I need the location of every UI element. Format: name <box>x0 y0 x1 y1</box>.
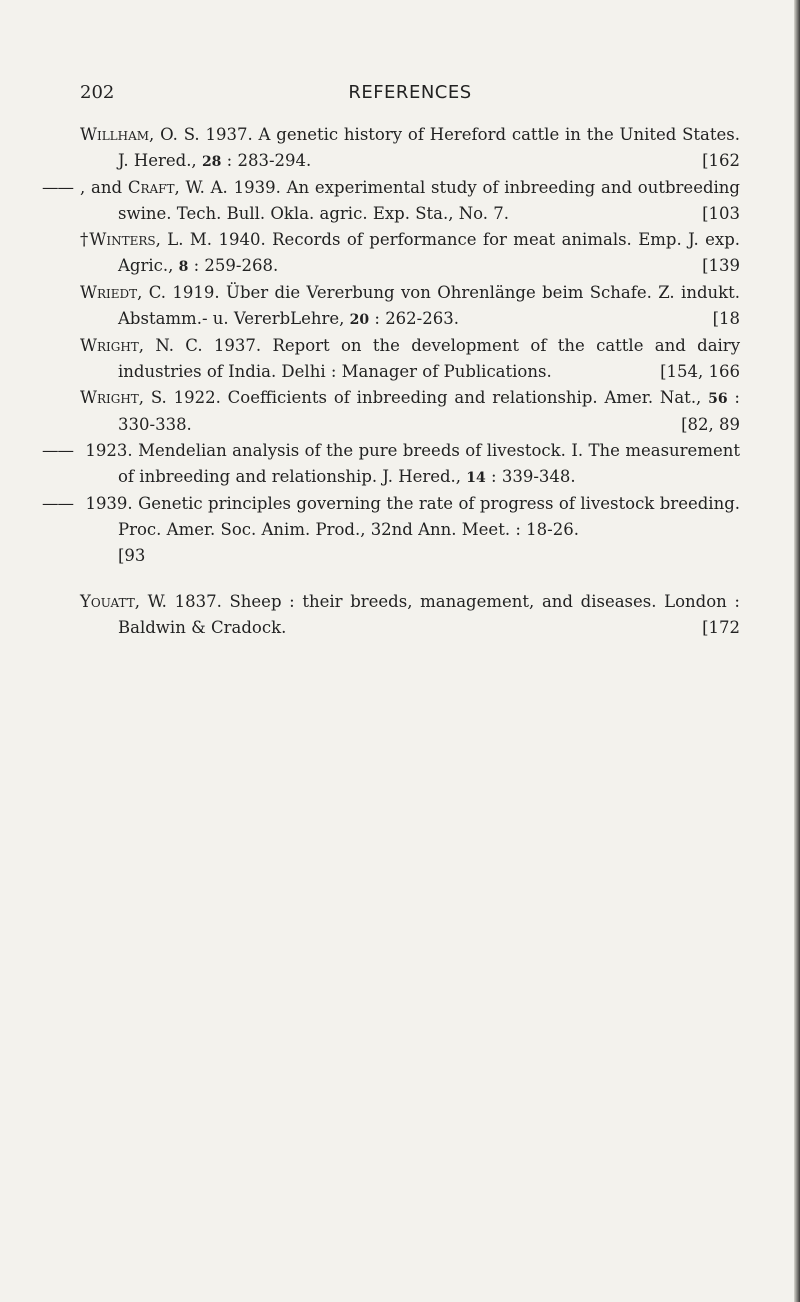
reference-list <box>42 122 741 641</box>
reference-coauthor: Craft, W. A. <box>127 178 228 197</box>
page-number: 202 <box>80 82 115 103</box>
reference-entry: —— 1939. Genetic principles governing the rate of progress of livestock breeding. Proc. Amer. Soc. Anim. Prod., 32nd Ann. Meet. : 18-26. [93 <box>80 491 740 569</box>
cited-page: [139 <box>702 256 740 275</box>
reference-entry <box>80 333 740 385</box>
reference-text: 1919. Über die Vererbung von Ohrenlänge beim Schafe. Z. indukt. Abstamm.- u. VererbLehre, <box>118 283 741 328</box>
reference-entry: —— , and Craft, W. A. 1939. An experimental study of inbreeding and outbreeding swine. Tech. Bull. Okla. agric. Exp. Sta., No. 7. [103 <box>80 175 740 227</box>
reference-author: †Winters, L. M. <box>80 230 213 249</box>
reference-pages: : 339-348. <box>485 467 576 486</box>
reference-author: Wriedt, C. <box>80 283 167 302</box>
reference-entry <box>80 280 740 333</box>
reference-volume: 14 <box>466 470 486 486</box>
reference-pages: : 330-338. <box>118 388 740 434</box>
reference-author: Willham, O. S. <box>80 125 200 144</box>
reference-text: 1937. A genetic history of Hereford cattle in the United States. J. Hered., <box>118 125 741 170</box>
reference-volume: 28 <box>201 154 222 170</box>
running-head: REFERENCES <box>348 82 472 103</box>
reference-entry <box>80 589 740 641</box>
reference-author: Wright, N. C. <box>80 336 203 355</box>
cited-page: [93 <box>118 546 146 565</box>
reference-text: 1922. Coefficients of inbreeding and relationship. Amer. Nat., <box>173 388 709 407</box>
page-edge-shadow <box>794 0 800 1302</box>
reference-volume: 8 <box>178 259 189 275</box>
reference-text: 1940. Records of performance for meat animals. Emp. J. exp. Agric., <box>118 230 741 275</box>
reference-pages: : 262-263. <box>369 309 459 328</box>
reference-author: Youatt, W. <box>80 592 167 611</box>
cited-page: [103 <box>702 204 740 223</box>
reference-entry <box>80 227 740 280</box>
reference-author: Wright, S. <box>80 388 167 407</box>
reference-entry <box>80 122 740 175</box>
cited-page: [18 <box>712 309 740 328</box>
reference-text: , and <box>80 178 128 197</box>
reference-text: 1837. Sheep : their breeds, management, and diseases. London : Baldwin & Cradock. <box>118 592 740 637</box>
cited-page: [172 <box>702 618 740 637</box>
reference-volume: 20 <box>349 312 370 328</box>
reference-text: 1939. An experimental study of inbreeding and outbreeding swine. Tech. Bull. Okla. agric. Exp. Sta., No. 7. <box>118 178 740 223</box>
cited-page: [162 <box>702 151 740 170</box>
cited-page: [154, 166 <box>660 362 740 381</box>
page-header <box>80 82 740 106</box>
reference-volume: 56 <box>708 391 728 407</box>
reference-text: 1939. Genetic principles governing the rate of progress of livestock breeding. Proc. Amer. Soc. Anim. Prod., 32nd Ann. Meet. : 18-26. <box>80 494 740 539</box>
reference-pages: : 259-268. <box>188 256 279 275</box>
reference-pages: : 283-294. <box>221 151 312 170</box>
reference-text: 1923. Mendelian analysis of the pure breeds of livestock. I. The measurement of inbreeding and relationship. J. Hered., <box>80 441 740 486</box>
reference-entry: —— 1923. Mendelian analysis of the pure breeds of livestock. I. The measurement of inbreeding and relationship. J. Hered., 14 : 339-348. <box>42 441 740 486</box>
cited-page: [82, 89 <box>681 415 740 434</box>
reference-entry <box>80 385 740 438</box>
reference-text: 1937. Report on the development of the cattle and dairy industries of India. Delhi : Manager of Publications. <box>118 336 741 381</box>
